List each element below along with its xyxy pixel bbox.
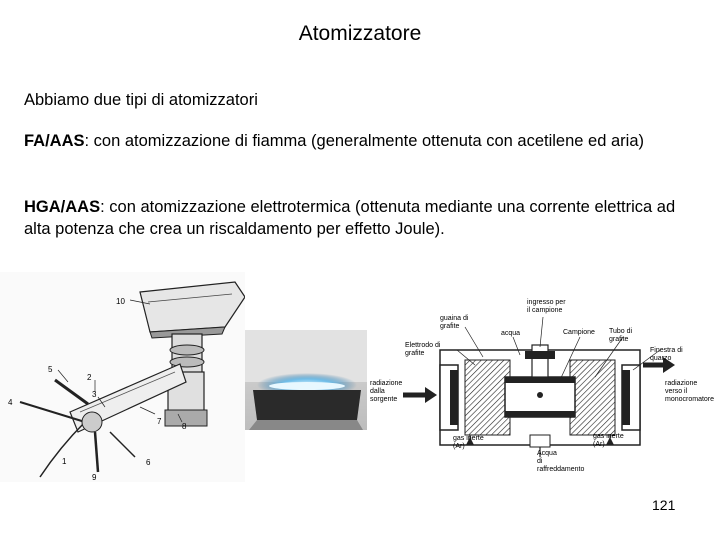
furnace-label-rad-mono: [665, 380, 714, 403]
hga-aas-paragraph: [24, 196, 684, 240]
burner-label-6: 6: [146, 458, 151, 467]
burner-label-4: 4: [8, 398, 13, 407]
furnace-label-rad-sorgente: [370, 380, 404, 403]
label-gas-right-text: gas inerte: [593, 433, 624, 440]
label-elettrodo-text: Elettrodo di: [405, 342, 441, 349]
furnace-label-campione: Campione: [563, 329, 595, 336]
burner-label-8: 8: [182, 422, 187, 431]
burner-label-7: 7: [157, 417, 162, 426]
burner-label-9: 9: [92, 473, 97, 482]
furnace-label-tubo: [609, 328, 634, 343]
burner-label-10: 10: [116, 297, 125, 306]
label-rad-sorgente-text-line3: sorgente: [370, 396, 398, 403]
burner-label-2: 2: [87, 373, 92, 382]
burner-label-5: 5: [48, 365, 53, 374]
label-tubo-text-line2: grafite: [609, 336, 629, 343]
furnace-label-ingresso: [527, 299, 567, 314]
fa-aas-label: FA/AAS: [24, 132, 85, 150]
hga-aas-description: : con atomizzazione elettrotermica (ottenuta mediante una corrente elettrica ad alta potenza che crea un riscaldamento per effetto Joule).: [24, 198, 676, 238]
label-rad-mono-text: radiazione: [665, 380, 698, 387]
label-gas-left-text: gas inerte: [453, 435, 484, 442]
label-acqua-bottom-text-line3: raffreddamento: [537, 466, 585, 473]
label-rad-mono-text-line2: verso il: [665, 388, 688, 395]
burner-label-3: 3: [92, 390, 97, 399]
label-rad-mono-text-line3: monocromatore: [665, 396, 715, 403]
flame-photo: [245, 330, 367, 430]
slide-title: Atomizzatore: [298, 22, 422, 45]
label-finestra-text: Finestra di: [650, 347, 683, 354]
furnace-label-finestra: [650, 347, 685, 362]
burner-label-1: 1: [62, 457, 67, 466]
fa-aas-description: : con atomizzazione di fiamma (generalmente ottenuta con acetilene ed aria): [84, 132, 644, 150]
label-elettrodo-text-line2: grafite: [405, 350, 425, 357]
label-ingresso-text-line2: il campione: [527, 307, 563, 314]
label-rad-sorgente-text: radiazione: [370, 380, 403, 387]
label-acqua-bottom-text: Acqua: [537, 450, 557, 457]
hga-aas-label: HGA/AAS: [24, 198, 101, 216]
furnace-label-acqua-bottom: [537, 450, 584, 473]
graphite-furnace-diagram: [365, 295, 720, 475]
label-finestra-text-line2: quarzo: [650, 355, 672, 362]
label-tubo-text: Tubo di: [609, 328, 633, 335]
burner-diagram: [0, 272, 245, 482]
label-rad-sorgente-text-line2: dalla: [370, 388, 385, 395]
label-gas-right-text-line2: (Ar): [593, 441, 605, 448]
furnace-label-elettrodo: [405, 342, 442, 357]
page-number: 121: [652, 497, 676, 513]
label-ingresso-text: ingresso per: [527, 299, 566, 306]
furnace-label-acqua-top: acqua: [501, 330, 521, 337]
label-guaina-text-line2: grafite: [440, 323, 460, 330]
intro-text: Abbiamo due tipi di atomizzatori: [24, 91, 258, 109]
label-guaina-text: guaina di: [440, 315, 469, 322]
fa-aas-paragraph: [24, 130, 684, 152]
label-gas-left-text-line2: (Ar): [453, 443, 465, 450]
label-acqua-bottom-text-line2: di: [537, 458, 543, 465]
